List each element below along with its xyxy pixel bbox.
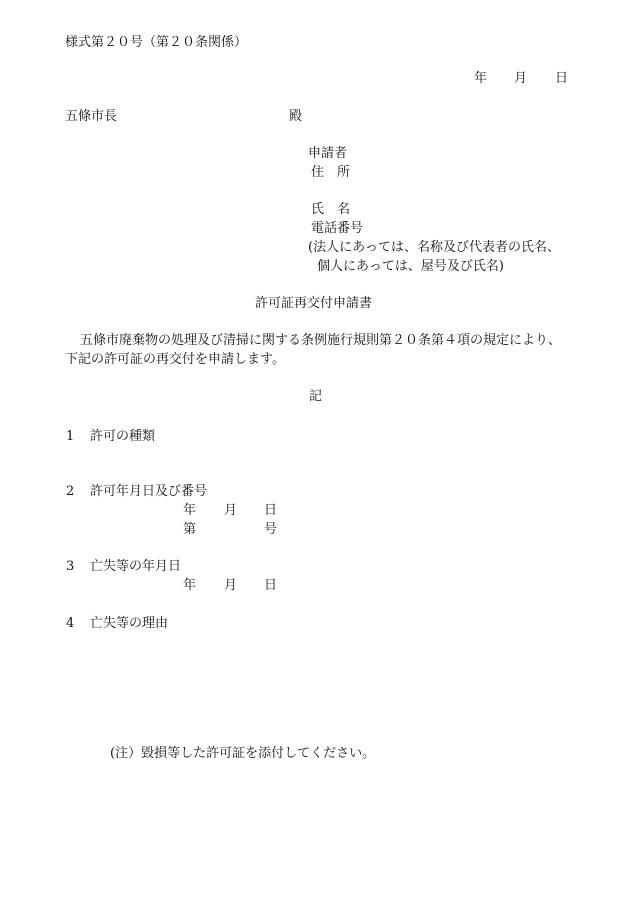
form-number: 様式第２０号（第２０条関係） bbox=[65, 35, 248, 50]
item-4 bbox=[0, 617, 630, 631]
item-2-date bbox=[0, 504, 630, 518]
ki-heading: 記 bbox=[309, 389, 323, 404]
item-1-number: 1 bbox=[66, 429, 75, 444]
item-2-number-suffix: 号 bbox=[264, 522, 278, 537]
item-2-label: 許可年月日及び番号 bbox=[90, 484, 208, 499]
item-2-number: 2 bbox=[66, 484, 75, 499]
body-line-1: 五條市廃棄物の処理及び清掃に関する条例施行規則第２０条第４項の規定により、 bbox=[80, 333, 562, 348]
applicant-phone-label: 電話番号 bbox=[311, 221, 364, 236]
item-2-day-label: 日 bbox=[264, 503, 278, 518]
attachment-note: (注）毀損等した許可証を添付してください。 bbox=[110, 746, 376, 761]
addressee-line bbox=[0, 110, 630, 124]
item-3-number: 3 bbox=[66, 559, 75, 574]
item-1-label: 許可の種類 bbox=[90, 429, 156, 444]
date-line bbox=[0, 72, 630, 86]
date-day-label: 日 bbox=[555, 71, 569, 86]
body-line-2: 下記の許可証の再交付を申請します。 bbox=[65, 352, 285, 367]
item-3-day-label: 日 bbox=[264, 578, 278, 593]
date-year-label: 年 bbox=[474, 71, 488, 86]
item-3-label: 亡失等の年月日 bbox=[90, 559, 182, 574]
applicant-name-label: 氏 名 bbox=[311, 202, 351, 217]
item-2 bbox=[0, 485, 630, 499]
item-2-number-prefix: 第 bbox=[183, 522, 197, 537]
applicant-address-label: 住 所 bbox=[311, 165, 351, 180]
item-2-month-label: 月 bbox=[224, 503, 238, 518]
item-3 bbox=[0, 560, 630, 574]
addressee-honorific: 殿 bbox=[289, 109, 303, 124]
item-3-date bbox=[0, 579, 630, 593]
item-2-year-label: 年 bbox=[183, 503, 197, 518]
date-month-label: 月 bbox=[514, 71, 528, 86]
document-title: 許可証再交付申請書 bbox=[255, 296, 373, 311]
item-4-number: 4 bbox=[66, 616, 75, 631]
item-3-month-label: 月 bbox=[224, 578, 238, 593]
addressee-name: 五條市長 bbox=[65, 109, 118, 124]
item-4-label: 亡失等の理由 bbox=[90, 616, 169, 631]
item-1 bbox=[0, 430, 630, 444]
applicant-heading: 申請者 bbox=[308, 146, 348, 161]
item-2-permit-number bbox=[0, 523, 630, 537]
applicant-note-line2: 個人にあっては、屋号及び氏名) bbox=[317, 259, 504, 274]
applicant-note-line1: (法人にあっては、名称及び代表者の氏名、 bbox=[308, 240, 560, 255]
item-3-year-label: 年 bbox=[183, 578, 197, 593]
